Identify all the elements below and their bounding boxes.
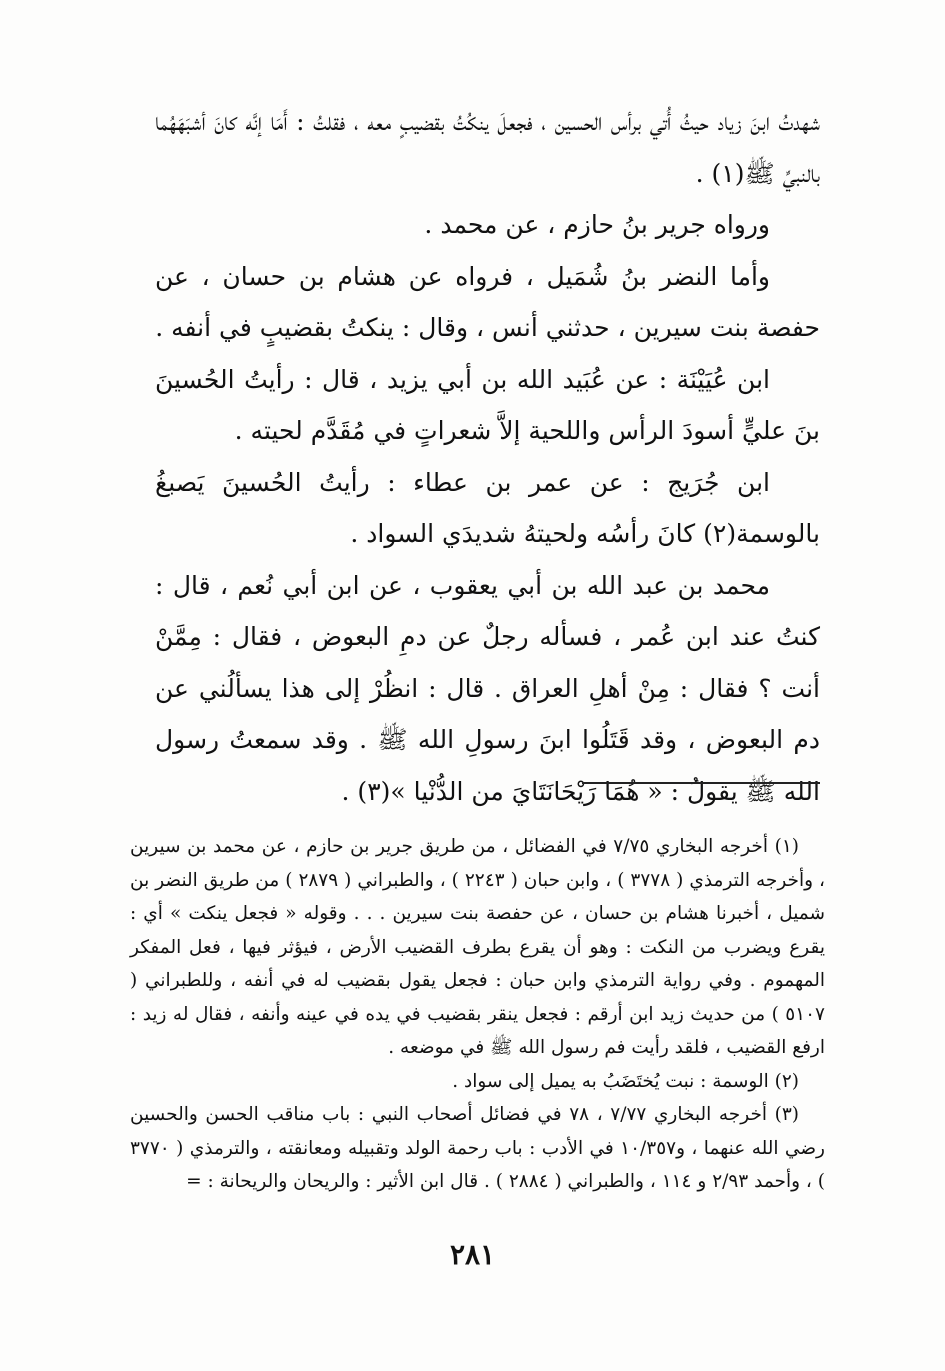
footnote-2: (٢) الوسمة : نبت يُختَضَبُ به يميل إلى سواد . bbox=[452, 1070, 799, 1092]
footnote-3: (٣) أخرجه البخاري ٧/٧٧ ، ٧٨ في فضائل أصحاب النبي : باب مناقب الحسن والحسين رضي الله عنهما ، و١٠/٣٥٧ في الأدب : باب رحمة الولد وتقبيله ومعانقته ، والترمذي ( ٣٧٧٠ ) ، وأحمد ٢/٩٣ و ١١٤ ، والطبراني ( ٢٨٨٤ ) . قال ابن الأثير : والريحان والريحانة : = bbox=[130, 1104, 825, 1192]
paragraph-1: شهدتُ ابنَ زياد حيثُ أُتي برأس الحسين ، فجعلَ ينكُتُ بقضيبٍ معه ، فقلتُ : أَمَا إنَّه كانَ أشبَهَهُما بالنبيِّ ﷺ(١) . bbox=[155, 107, 820, 188]
main-text bbox=[155, 96, 820, 817]
paragraph-3: وأما النضر بنُ شُمَيل ، فرواه عن هشام بن حسان ، عن حفصة بنت سيرين ، حدثني أنس ، وقال : ينكتُ بقضيبٍ في أنفه . bbox=[155, 261, 820, 342]
page-number: ٢٨١ bbox=[449, 1238, 496, 1271]
paragraph-2: ورواه جرير بنُ حازم ، عن محمد . bbox=[424, 210, 770, 239]
footnotes bbox=[130, 830, 825, 1199]
paragraph-6: محمد بن عبد الله بن أبي يعقوب ، عن ابن أبي نُعم ، قال : كنتُ عند ابن عُمر ، فسأله رجلٌ عن دمِ البعوض ، فقال : مِمَّنْ أنت ؟ فقال : مِنْ أهلِ العراق . قال : انظُرْ إلى هذا يسألُني عن دم البعوض ، وقد قَتَلُوا ابنَ رسولِ الله ﷺ . وقد سمعتُ رسول الله ﷺ يقولُ : « هُمَا رَيْحَانَتَايَ من الدُّنْيا »(٣) . bbox=[155, 570, 820, 806]
footnote-1: (١) أخرجه البخاري ٧/٧٥ في الفضائل ، من طريق جرير بن حازم ، عن محمد بن سيرين ، وأخرجه الترمذي ( ٣٧٧٨ ) ، وابن حبان ( ٢٢٤٣ ) ، والطبراني ( ٢٨٧٩ ) من طريق النضر بن شميل ، أخبرنا هشام بن حسان ، عن حفصة بنت سيرين . . . وقوله « فجعل ينكت » أي : يقرع ويضرب من النكت : وهو أن يقرع بطرف القضيب الأرض ، فيؤثر فيها ، فعل المفكر المهموم . وفي رواية الترمذي وابن حبان : فجعل يقول بقضيب له في أنفه ، وللطبراني ( ٥١٠٧ ) من حديث زيد ابن أرقم : فجعل ينقر بقضيب في يده في عينه وأنفه ، فقال له زيد : ارفع القضيب ، فلقد رأيت فم رسول الله ﷺ في موضعه . bbox=[130, 836, 825, 1058]
footnote-divider bbox=[582, 782, 820, 784]
paragraph-5: ابن جُرَيج : عن عمر بن عطاء : رأيتُ الحُسينَ يَصبغُ بالوسمة(٢) كانَ رأسُه ولحيتهُ شديدَي السواد . bbox=[155, 467, 820, 548]
paragraph-4: ابن عُيَيْنَة : عن عُبَيد الله بن أبي يزيد ، قال : رأيتُ الحُسينَ بنَ عليٍّ أسودَ الرأس واللحية إلاَّ شعراتٍ في مُقَدَّم لحيته . bbox=[155, 364, 820, 445]
